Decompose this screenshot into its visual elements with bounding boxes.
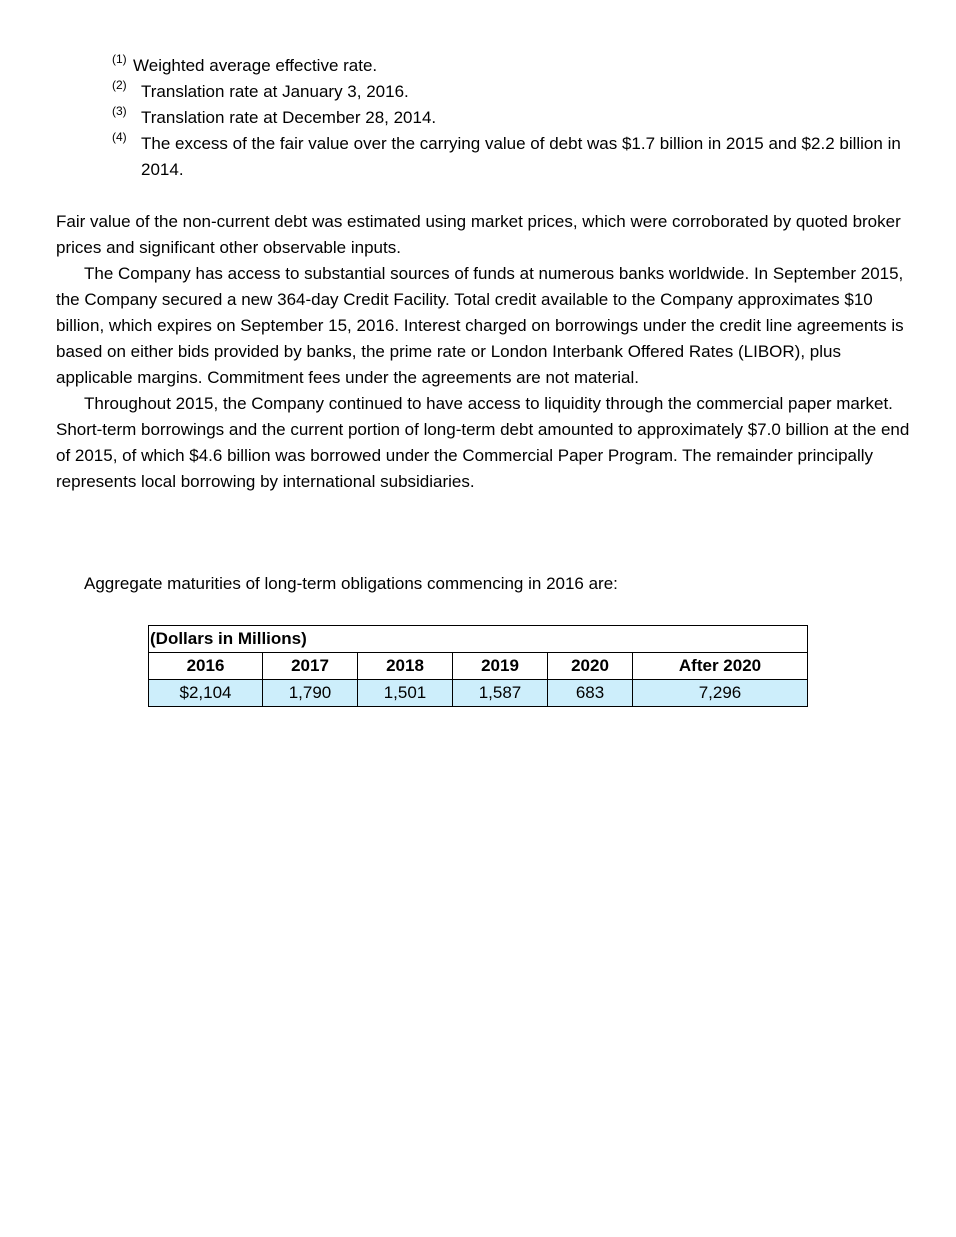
- paragraph-liquidity: Throughout 2015, the Company continued to have access to liquidity through the commercial paper market. Short-term borrowings and the current portion of long-term debt amounted to approximately $7.0 billion at the end of 2015, of which $4.6 billion was borrowed under the Commercial Paper Program. The remainder principally represents local borrowing by international subsidiaries.: [56, 394, 910, 491]
- footnote-text: Translation rate at January 3, 2016.: [141, 82, 409, 101]
- footnote-number: (4): [112, 130, 127, 144]
- table-cell: $2,104: [149, 680, 263, 707]
- footnote-number: (1): [112, 52, 127, 66]
- maturities-table: [148, 625, 808, 707]
- table-header-cell: After 2020: [633, 653, 808, 680]
- paragraph-funds: The Company has access to substantial sources of funds at numerous banks worldwide. In September 2015, the Company secured a new 364-day Credit Facility. Total credit available to the Company approximates $10 billion, which expires on September 15, 2016. Interest charged on borrowings under the credit line agreements is based on either bids provided by banks, the prime rate or London Interbank Offered Rates (LIBOR), plus applicable margins. Commitment fees under the agreements are not material.: [56, 264, 904, 387]
- table-cell: 7,296: [633, 680, 808, 707]
- paragraph-fair-value: Fair value of the non-current debt was estimated using market prices, which were corroborated by quoted broker prices and significant other observable inputs.: [56, 212, 901, 257]
- table-cell: 1,587: [453, 680, 548, 707]
- footnotes: [112, 53, 912, 183]
- footnote-2: [112, 79, 912, 105]
- table-cell: 683: [548, 680, 633, 707]
- table-header-cell: 2020: [548, 653, 633, 680]
- body-text: [56, 209, 916, 495]
- table-row: [149, 680, 808, 707]
- table-caption: (Dollars in Millions): [149, 626, 808, 653]
- table-cell: 1,501: [358, 680, 453, 707]
- table-header-cell: 2017: [263, 653, 358, 680]
- footnote-number: (3): [112, 104, 127, 118]
- table-header-cell: 2018: [358, 653, 453, 680]
- footnote-text: Translation rate at December 28, 2014.: [141, 108, 437, 127]
- footnote-3: [112, 105, 912, 131]
- footnote-4: [112, 131, 912, 183]
- footnote-text: The excess of the fair value over the carrying value of debt was $1.7 billion in 2015 and $2.2 billion in 2014.: [141, 134, 901, 179]
- table-header-cell: 2019: [453, 653, 548, 680]
- footnote-number: (2): [112, 78, 127, 92]
- footnote-text: Weighted average effective rate.: [133, 56, 378, 75]
- paragraph-aggregate: Aggregate maturities of long-term obligations commencing in 2016 are:: [84, 574, 618, 593]
- footnote-1: [112, 53, 912, 79]
- table-header-row: [149, 653, 808, 680]
- table-header-cell: 2016: [149, 653, 263, 680]
- table-cell: 1,790: [263, 680, 358, 707]
